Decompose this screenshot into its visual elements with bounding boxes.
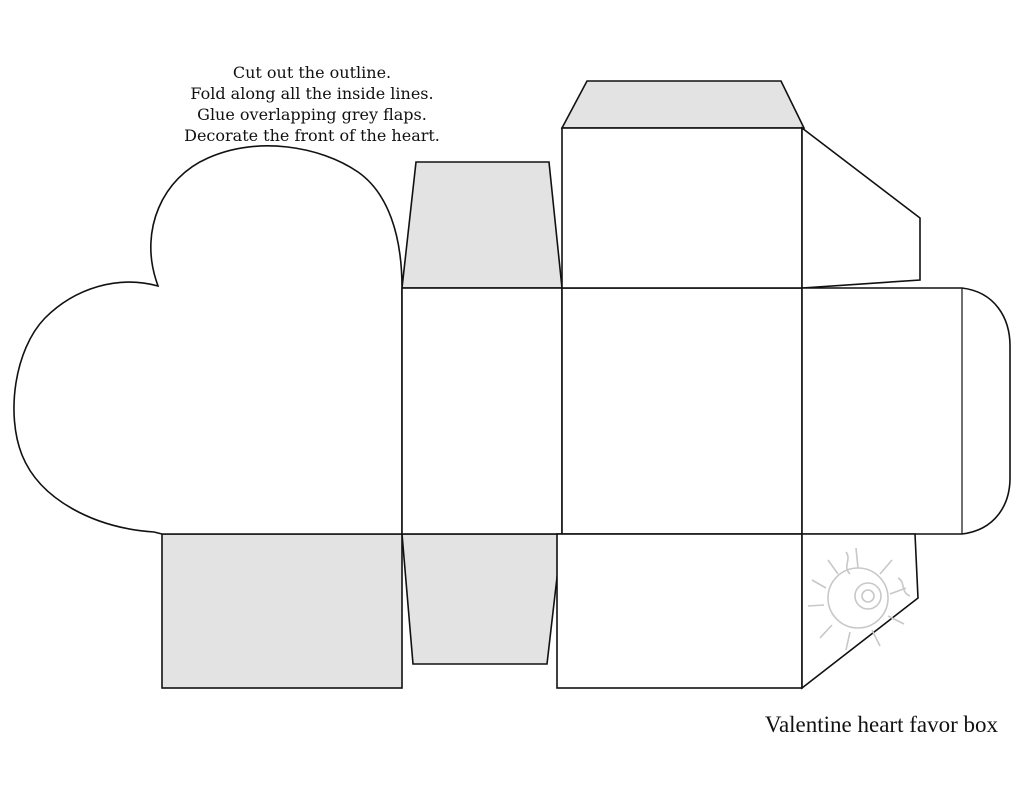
lid-tuck-flap [802, 128, 920, 288]
base-panel [557, 534, 802, 688]
top-lid-glue-flap [562, 81, 804, 128]
instructions-text [152, 62, 472, 146]
instruction-line: Fold along all the inside lines. [190, 84, 434, 103]
caption-title: Valentine heart favor box [764, 712, 998, 737]
back-panel [562, 288, 802, 534]
base-tuck-flap [802, 534, 918, 688]
top-left-glue-flap [402, 162, 562, 288]
lid-panel [562, 128, 802, 288]
side-panel-left [402, 288, 562, 534]
bottom-heart-glue-flap [162, 534, 402, 688]
instruction-line: Cut out the outline. [232, 63, 392, 82]
instruction-line: Glue overlapping grey flaps. [197, 105, 427, 124]
right-end-panel [802, 288, 1010, 534]
heart-front-panel [14, 146, 402, 534]
instruction-line: Decorate the front of the heart. [184, 126, 440, 145]
bottom-middle-glue-flap [402, 534, 562, 664]
